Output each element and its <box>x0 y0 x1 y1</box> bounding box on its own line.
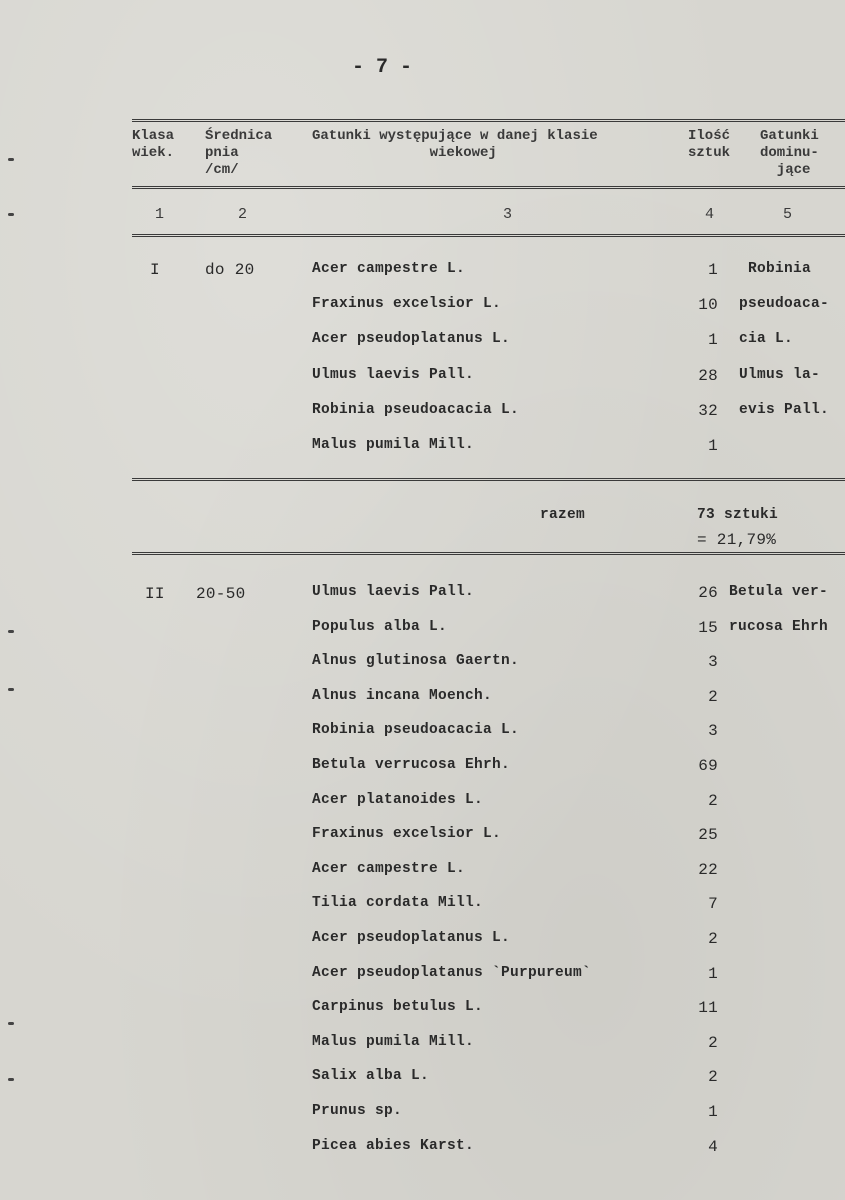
species-name: Populus alba L. <box>312 618 448 635</box>
species-count: 2 <box>708 930 718 948</box>
species-count: 3 <box>708 653 718 672</box>
species-name: Tilia cordata Mill. <box>312 895 484 912</box>
header-ilosc: Ilość sztuk <box>688 128 731 161</box>
species-count: 2 <box>708 1068 718 1087</box>
species-name: Salix alba L. <box>312 1068 430 1085</box>
class2-klasa: II <box>145 585 165 603</box>
class1-srednica: do 20 <box>205 261 255 279</box>
species-name: Robinia pseudoacacia L. <box>312 722 520 739</box>
species-count: 32 <box>698 401 718 420</box>
column-number-5: 5 <box>783 206 793 223</box>
species-name: Alnus incana Moench. <box>312 687 493 704</box>
margin-mark <box>8 1078 14 1081</box>
class1-klasa: I <box>150 261 160 279</box>
margin-mark <box>8 688 14 691</box>
species-name: Betula verrucosa Ehrh. <box>312 757 511 773</box>
column-number-2: 2 <box>238 206 248 223</box>
species-count: 3 <box>708 722 718 741</box>
margin-mark <box>8 1022 14 1025</box>
species-count: 2 <box>708 791 718 810</box>
species-name: Malus pumila Mill. <box>312 1033 475 1050</box>
page-number: - 7 - <box>352 56 413 79</box>
species-name: Acer platanoides L. <box>312 791 484 808</box>
species-count: 1 <box>708 261 718 279</box>
species-count: 2 <box>708 687 718 706</box>
species-name: Picea abies Karst. <box>312 1137 475 1154</box>
class1-total-rule <box>132 552 845 556</box>
column-numbers-rule <box>132 234 845 238</box>
species-count: 7 <box>708 895 718 914</box>
header-bottom-rule <box>132 186 845 190</box>
species-name: Acer pseudoplatanus L. <box>312 331 511 348</box>
species-name: Robinia pseudoacacia L. <box>312 401 520 418</box>
class2-srednica: 20-50 <box>196 585 246 603</box>
dominant-species: Betula ver- <box>729 584 829 600</box>
dominant-species: Robinia <box>748 261 812 277</box>
header-gatunki: Gatunki występujące w danej klasie wiekowej <box>312 128 598 161</box>
species-count: 2 <box>708 1033 718 1052</box>
margin-mark <box>8 213 14 216</box>
margin-mark <box>8 158 14 161</box>
species-count: 1 <box>708 437 718 455</box>
species-count: 11 <box>698 999 718 1018</box>
class1-total-label: razem <box>540 507 586 523</box>
species-name: Carpinus betulus L. <box>312 999 484 1016</box>
species-name: Acer pseudoplatanus `Purpureum` <box>312 964 592 981</box>
species-name: Fraxinus excelsior L. <box>312 826 502 843</box>
species-count: 22 <box>698 860 718 879</box>
species-name: Fraxinus excelsior L. <box>312 296 502 313</box>
species-name: Acer campestre L. <box>312 261 466 277</box>
class1-total-count: 73 sztuki <box>697 507 779 523</box>
class1-total-percent: = 21,79% <box>697 531 777 549</box>
species-count: 1 <box>708 331 718 350</box>
species-count: 28 <box>698 366 718 385</box>
header-dominujace: Gatunki dominu- jące <box>760 128 819 178</box>
species-count: 1 <box>708 964 718 983</box>
species-name: Alnus glutinosa Gaertn. <box>312 653 520 670</box>
margin-mark <box>8 630 14 633</box>
species-name: Ulmus laevis Pall. <box>312 584 475 600</box>
column-number-3: 3 <box>503 206 513 223</box>
dominant-species: evis Pall. <box>739 401 830 418</box>
species-name: Ulmus laevis Pall. <box>312 366 475 383</box>
species-count: 69 <box>698 757 718 775</box>
dominant-species: cia L. <box>739 331 794 348</box>
species-count: 15 <box>698 618 718 637</box>
class1-bottom-rule <box>132 478 845 482</box>
species-name: Acer campestre L. <box>312 860 466 877</box>
species-name: Prunus sp. <box>312 1103 403 1119</box>
species-count: 10 <box>698 296 718 315</box>
column-number-1: 1 <box>155 206 165 223</box>
column-number-4: 4 <box>705 206 715 223</box>
dominant-species: pseudoaca- <box>739 296 830 313</box>
species-count: 1 <box>708 1103 718 1121</box>
species-count: 25 <box>698 826 718 845</box>
dominant-species: Ulmus la- <box>739 366 821 383</box>
species-count: 26 <box>698 584 718 602</box>
species-name: Malus pumila Mill. <box>312 437 475 453</box>
header-klasa: Klasa wiek. <box>132 128 175 161</box>
dominant-species: rucosa Ehrh <box>729 618 829 635</box>
species-name: Acer pseudoplatanus L. <box>312 930 511 946</box>
species-count: 4 <box>708 1137 718 1156</box>
header-top-rule <box>132 119 845 123</box>
header-srednica: Średnica pnia /cm/ <box>205 128 273 178</box>
